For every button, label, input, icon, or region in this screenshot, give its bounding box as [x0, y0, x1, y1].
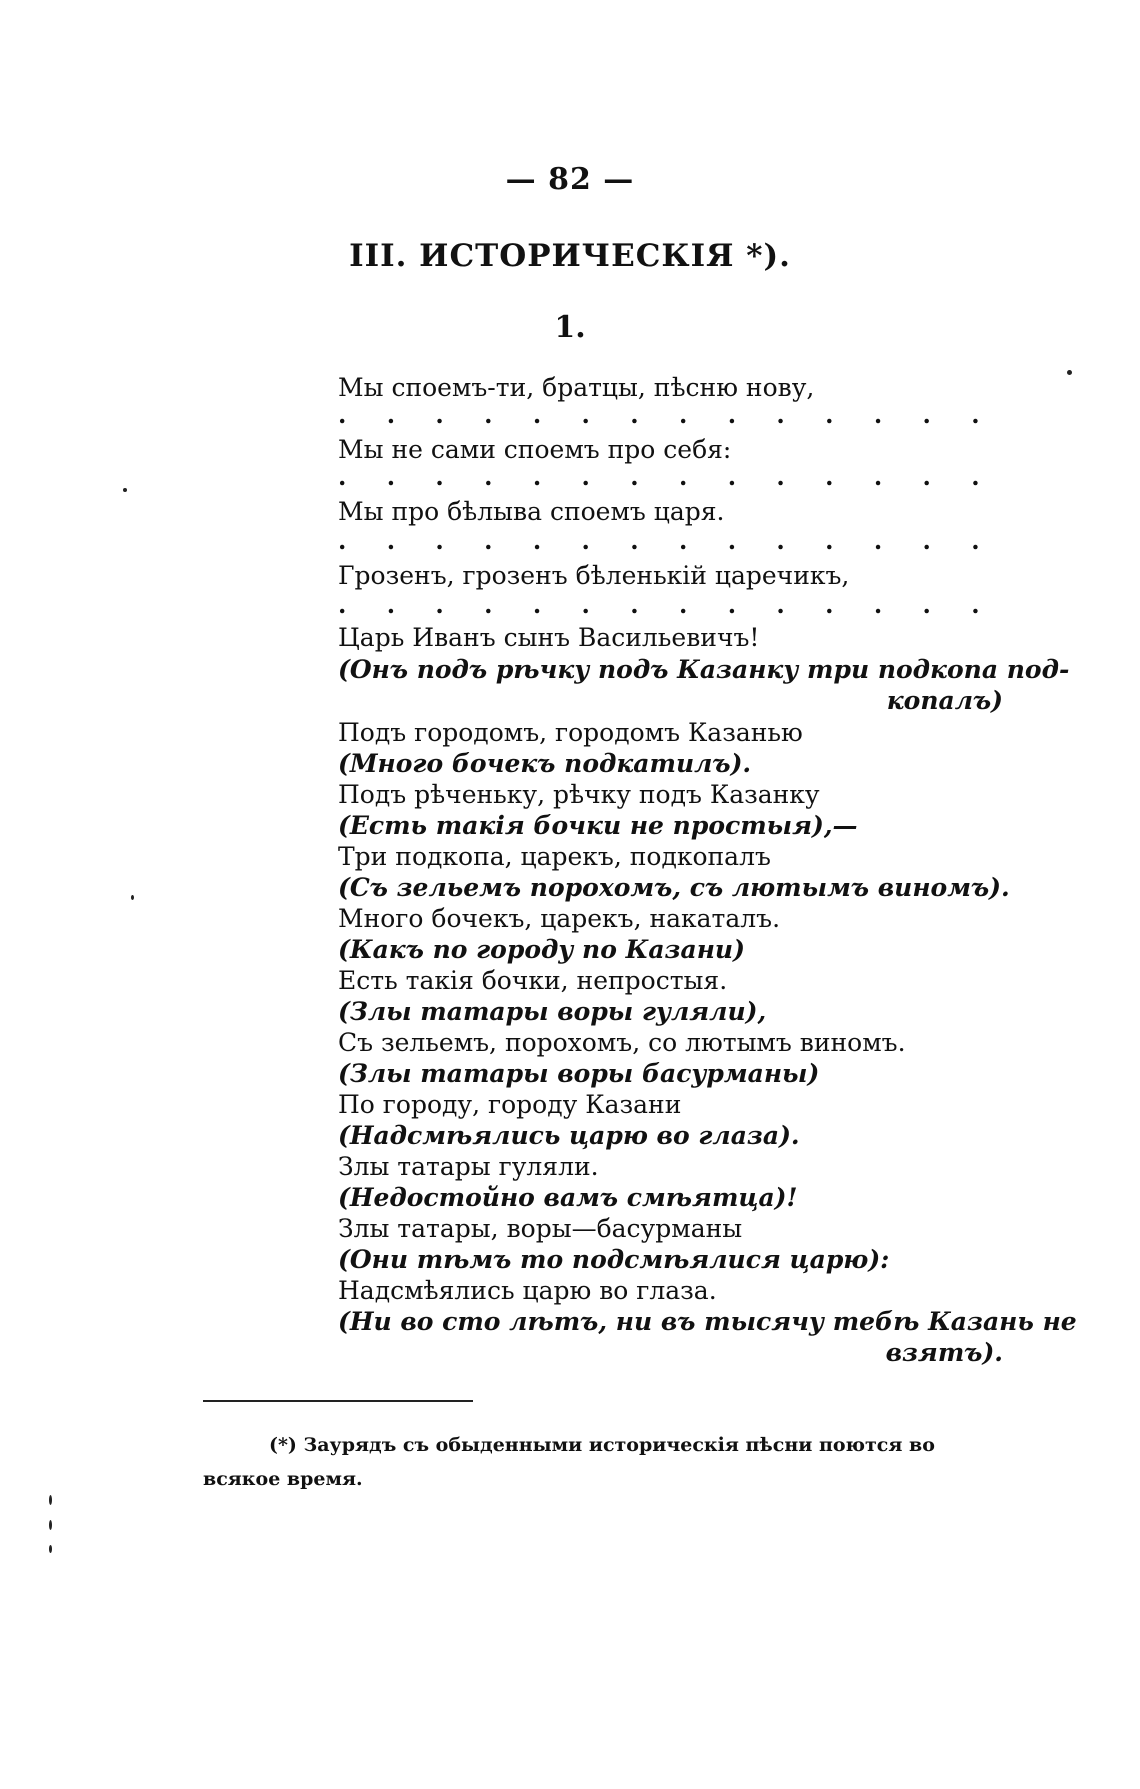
verse-line: Надсмѣялись царю во глаза. [338, 1276, 717, 1305]
verse-line: Есть такія бочки, непростыя. [338, 966, 728, 995]
ellipsis-row: . . . . . . . . . . . . . . [338, 526, 996, 555]
page-number: — 82 — [505, 162, 635, 197]
refrain-line: (Какъ по городу по Казани) [338, 935, 745, 964]
verse-line: Мы споемъ-ти, братцы, пѣсню нову, [338, 373, 815, 402]
section-title: III. ИСТОРИЧЕСКІЯ *). [349, 238, 791, 274]
scan-speck [49, 1520, 52, 1530]
verse-line: Злы татары гуляли. [338, 1152, 599, 1181]
refrain-line: (Ни во сто лѣтъ, ни въ тысячу тебѣ Казань не [338, 1307, 1077, 1336]
verse-line: Мы не сами споемъ про себя: [338, 435, 732, 464]
refrain-line: (Надсмѣялись царю во глаза). [338, 1121, 800, 1150]
ellipsis-row: . . . . . . . . . . . . . . [338, 462, 996, 491]
scan-speck [49, 1495, 52, 1505]
refrain-line: (Злы татары воры гуляли), [338, 997, 767, 1026]
ellipsis-row: . . . . . . . . . . . . . . [338, 400, 996, 429]
refrain-line: (Съ зельемъ порохомъ, съ лютымъ виномъ). [338, 873, 1010, 902]
verse-line: Подъ рѣченьку, рѣчку подъ Казанку [338, 780, 820, 809]
refrain-line: (Много бочекъ подкатилъ). [338, 749, 752, 778]
scan-speck [123, 488, 127, 492]
refrain-line: (Они тѣмъ то подсмѣялися царю): [338, 1245, 890, 1274]
ellipsis-row: . . . . . . . . . . . . . . [338, 590, 996, 619]
verse-line: По городу, городу Казани [338, 1090, 682, 1119]
scan-speck [49, 1545, 52, 1553]
verse-line: Царь Иванъ сынъ Васильевичъ! [338, 623, 760, 652]
verse-line: Много бочекъ, царекъ, накаталъ. [338, 904, 781, 933]
scan-speck [131, 895, 134, 900]
song-number: 1. [554, 310, 586, 345]
refrain-line-continuation: взятъ). [885, 1338, 1003, 1367]
refrain-line: (Злы татары воры басурманы) [338, 1059, 820, 1088]
verse-line: Грозенъ, грозенъ бѣленькій царечикъ, [338, 561, 850, 590]
verse-line: Съ зельемъ, порохомъ, со лютымъ виномъ. [338, 1028, 906, 1057]
verse-line: Три подкопа, царекъ, подкопалъ [338, 842, 771, 871]
refrain-line: (Недостойно вамъ смѣятца)! [338, 1183, 798, 1212]
verse-line: Злы татары, воры—басурманы [338, 1214, 743, 1243]
refrain-line: (Есть такія бочки не простыя),— [338, 811, 858, 840]
verse-line: Мы про бѣлыва споемъ царя. [338, 497, 725, 526]
scan-speck [1067, 370, 1072, 375]
refrain-line-continuation: копалъ) [886, 686, 1003, 715]
verse-line: Подъ городомъ, городомъ Казанью [338, 718, 803, 747]
footnote: (*) Заурядъ съ обыденными историческія пѣсни поются во всякое время. [203, 1434, 935, 1490]
footnote-rule [203, 1400, 473, 1402]
refrain-line: (Онъ подъ рѣчку подъ Казанку три подкопа под- [338, 655, 1070, 684]
